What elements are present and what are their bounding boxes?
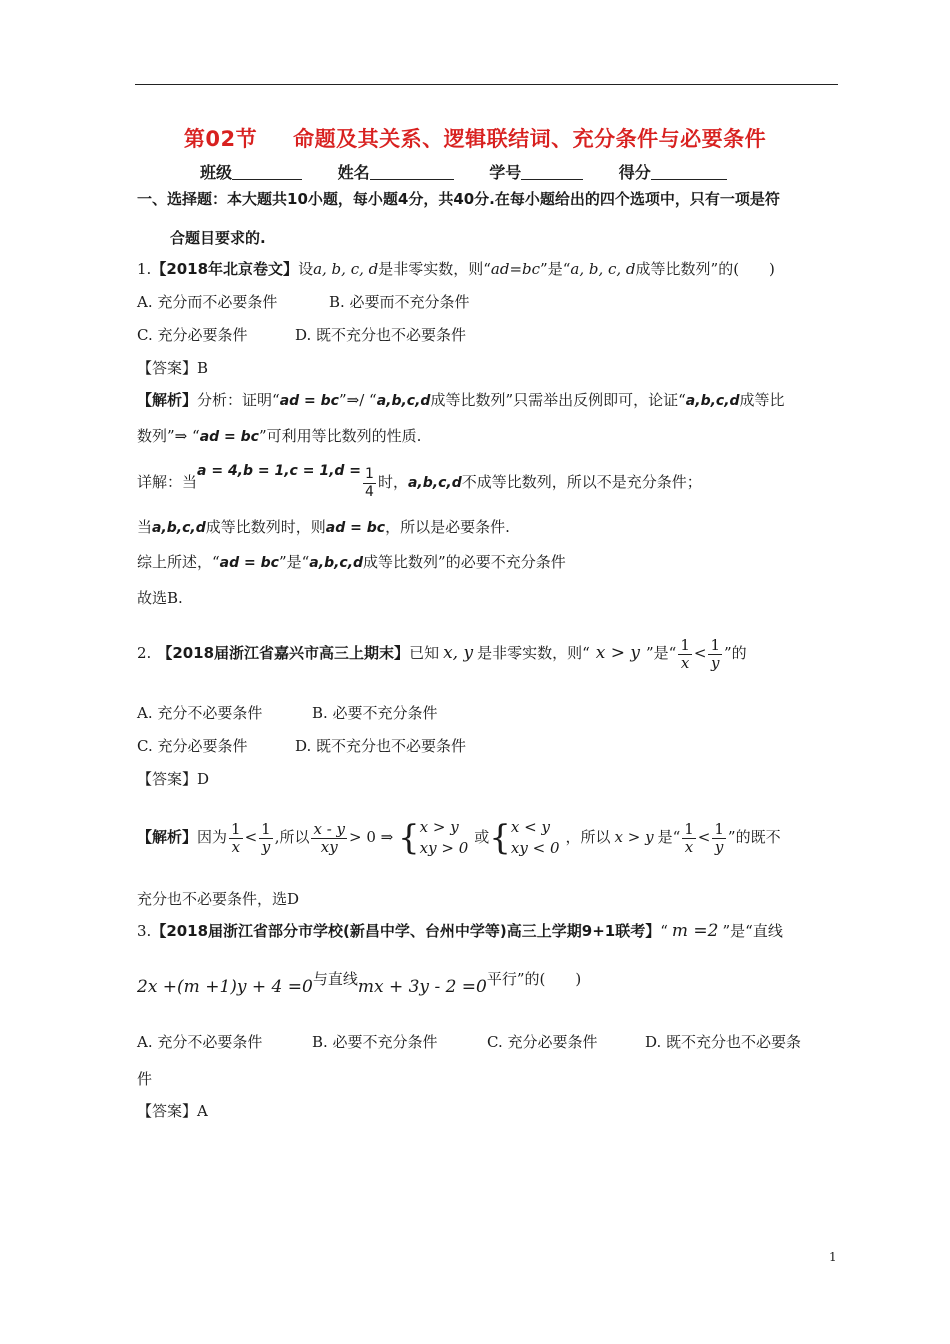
q3-line-equation: 2x +(m +1)y + 4 =0: [137, 977, 313, 997]
q1-fraction-den: 4: [365, 483, 374, 500]
q2-analysis-line2: 充分也不必要条件，选D: [137, 890, 300, 908]
header-rule: [135, 84, 838, 85]
q2-text: ”是“: [646, 644, 677, 662]
q3-source: 【2018届浙江省部分市学校(新昌中学、台州中学等)高三上学期9+1联考】: [151, 922, 661, 940]
q1-analysis-text: ”⇒/ “: [338, 391, 377, 409]
q2-fraction-num: 1: [680, 635, 690, 654]
q2-system1: [420, 817, 469, 859]
q1-fraction-num: 1: [365, 465, 374, 482]
student-info-fields: [200, 160, 727, 183]
q1-answer: 【答案】B: [137, 359, 209, 377]
q1-math: ad = bc: [325, 520, 386, 536]
q1-analysis-text: 数列”⇒ “: [137, 427, 200, 445]
q1-source: 【2018年北京卷文】: [151, 260, 299, 278]
q2-fraction-den: x: [684, 837, 694, 856]
q1-math: ad = bc: [199, 429, 259, 445]
q2-lt: <: [697, 828, 711, 846]
q2-lt: <: [693, 644, 707, 662]
q1-detail-text: 当: [137, 518, 153, 536]
class-label: 班级: [200, 163, 233, 182]
q1-fraction: [363, 466, 376, 501]
id-label: 学号: [489, 163, 522, 182]
q1-summary: [137, 552, 566, 573]
q2-answer: 【答案】D: [137, 770, 210, 788]
q1-math: a,b,c,d: [407, 475, 462, 491]
q1-analysis-line2: [137, 426, 421, 447]
q2-system-line: xy > 0: [419, 839, 469, 857]
q3-options-row1: [137, 1032, 801, 1052]
q2-fraction: [682, 821, 696, 856]
q2-analysis-text: ，所以: [565, 828, 611, 846]
q2-fraction-num: 1: [684, 819, 694, 838]
q1-summary-text: ”是“: [278, 553, 310, 571]
q1-options-row2: [137, 325, 466, 345]
q2-analysis-label: 【解析】: [137, 828, 198, 846]
q1-detail-line1: [137, 462, 702, 503]
q1-detail-text: 成等比数列时，则: [205, 518, 326, 536]
q2-fraction-den: x: [680, 653, 690, 672]
q2-number: 2.: [137, 644, 152, 662]
q1-number: 1.: [137, 260, 152, 278]
q1-summary-text: 成等比数列”的必要不充分条件: [363, 553, 566, 571]
q3-stem: [137, 921, 783, 941]
q1-analysis-text: 成等比: [739, 391, 785, 409]
q3-answer: 【答案】A: [137, 1102, 208, 1120]
q3-stem-line2: [137, 970, 582, 997]
q2-analysis-text: > 0 ⇒: [349, 828, 399, 846]
score-blank[interactable]: [651, 163, 727, 180]
q2-source: 【2018届浙江省嘉兴市高三上期末】: [157, 644, 410, 662]
left-brace-icon: {: [489, 818, 511, 858]
q2-option-a[interactable]: A. 充分不必要条件: [137, 704, 263, 722]
title-text: 命题及其关系、逻辑联结词、充分条件与必要条件: [293, 127, 767, 151]
q1-text: ”是“: [540, 260, 571, 278]
q2-fraction: [708, 637, 722, 672]
q2-option-d[interactable]: D. 既不充分也不必要条件: [295, 737, 467, 755]
q2-text: 已知: [409, 644, 440, 662]
q2-stem: [137, 633, 747, 673]
q2-system-line: x < y: [510, 818, 550, 836]
q3-option-a[interactable]: A. 充分不必要条件: [137, 1033, 263, 1051]
q1-analysis-text: 分析：证明“: [197, 391, 280, 409]
q1-detail-text: 不成等比数列，所以不是充分条件；: [461, 473, 702, 491]
q1-final: 故选B.: [137, 589, 183, 607]
q2-fraction-den: x: [231, 837, 241, 856]
q1-analysis-text: 成等比数列”只需举出反例即可，论证“: [430, 391, 686, 409]
section-instructions-line1: 一、选择题：本大题共10小题，每小题4分，共40分.在每小题给出的四个选项中，只有一项是符: [137, 190, 780, 208]
q2-condition: x > y: [595, 643, 640, 663]
q2-fraction-den: y: [711, 653, 720, 672]
q3-line-equation: mx + 3y - 2 =0: [357, 977, 487, 997]
page-title: [0, 123, 950, 153]
name-label: 姓名: [337, 163, 370, 182]
q3-text: 与直线: [312, 970, 358, 988]
q1-detail-line2: [137, 517, 510, 538]
q3-number: 3.: [137, 922, 152, 940]
section-instructions-line2: 合题目要求的.: [170, 229, 266, 247]
q2-fraction: [229, 821, 243, 856]
q1-math: a,b,c,d: [309, 555, 364, 571]
q1-options-row1: [137, 292, 470, 312]
class-blank[interactable]: [232, 163, 302, 180]
q3-option-d[interactable]: D. 既不充分也不必要条: [645, 1033, 802, 1051]
title-section-number: 第02节: [183, 127, 258, 151]
q1-analysis-label: 【解析】: [137, 391, 198, 409]
q3-option-b[interactable]: B. 必要不充分条件: [312, 1033, 438, 1051]
q2-fraction-num: 1: [261, 819, 271, 838]
q2-fraction-num: 1: [231, 819, 241, 838]
q2-fraction-den: y: [261, 837, 271, 856]
page-number: 1: [829, 1250, 837, 1264]
q2-fraction-den: xy: [320, 837, 338, 856]
q2-text: 是非零实数，则“: [477, 644, 590, 662]
q1-detail-text: 详解：当: [137, 473, 198, 491]
q3-option-c[interactable]: C. 充分必要条件: [487, 1033, 598, 1051]
q3-option-d-wrap: 件: [137, 1070, 153, 1088]
q1-math: ad = bc: [219, 555, 279, 571]
q2-vars: x, y: [443, 643, 474, 663]
q3-condition: m =2: [671, 921, 719, 941]
q2-system2: [511, 817, 560, 859]
left-brace-icon: {: [398, 818, 420, 858]
q2-math: x > y: [614, 828, 654, 846]
q1-option-d[interactable]: D. 既不充分也不必要条件: [295, 326, 467, 344]
q2-fraction: [259, 821, 273, 856]
q1-vars: a, b, c, d: [570, 260, 636, 278]
q1-option-a[interactable]: A. 充分而不必要条件: [137, 293, 278, 311]
score-label: 得分: [618, 163, 651, 182]
q1-condition: ad=bc: [490, 260, 541, 278]
q2-fraction-num: 1: [710, 635, 721, 654]
name-blank[interactable]: [370, 163, 454, 180]
q1-math: a,b,c,d: [376, 393, 431, 409]
q2-fraction-num: 1: [714, 819, 724, 838]
q1-vars: a, b, c, d: [313, 260, 379, 278]
q2-system-line: xy < 0: [510, 839, 560, 857]
q2-fraction: [311, 821, 347, 856]
q1-stem: [137, 259, 775, 279]
q1-analysis-line1: [137, 390, 785, 411]
q1-math: a,b,c,d: [152, 520, 206, 536]
q3-text: ”是“直线: [722, 922, 783, 940]
q2-options-row1: [137, 703, 438, 723]
q1-option-b[interactable]: B. 必要而不充分条件: [329, 293, 470, 311]
q1-detail-text: 时，: [377, 473, 408, 491]
q2-options-row2: [137, 736, 466, 756]
q2-analysis-text: ,所以: [274, 828, 310, 846]
q3-text: 平行”的( ): [486, 970, 582, 988]
q1-option-c[interactable]: C. 充分必要条件: [137, 326, 248, 344]
q2-fraction-num: x - y: [313, 819, 346, 838]
q2-fraction: [678, 637, 692, 672]
q1-math: a = 4,b = 1,c = 1,d =: [197, 463, 362, 479]
q1-summary-text: 综上所述，“: [137, 553, 220, 571]
q2-analysis-text: 是“: [657, 828, 681, 846]
q2-analysis-line1: [137, 815, 781, 859]
q1-text: 是非零实数，则“: [378, 260, 491, 278]
q1-math: ad = bc: [279, 393, 339, 409]
q2-analysis-text: ”的既不: [727, 828, 781, 846]
q2-fraction-den: y: [714, 837, 724, 856]
q1-text: 设: [298, 260, 314, 278]
q2-lt: <: [244, 828, 258, 846]
q3-text: “: [660, 922, 668, 940]
q2-option-b[interactable]: B. 必要不充分条件: [312, 704, 438, 722]
id-blank[interactable]: [521, 163, 583, 180]
q2-analysis-text: 因为: [197, 828, 228, 846]
q2-text: ”的: [724, 644, 747, 662]
q1-detail-text: ，所以是必要条件.: [385, 518, 510, 536]
q2-or: 或: [474, 828, 490, 846]
q2-option-c[interactable]: C. 充分必要条件: [137, 737, 248, 755]
q1-analysis-text: ”可利用等比数列的性质.: [258, 427, 422, 445]
q1-math: a,b,c,d: [685, 393, 740, 409]
q2-system-line: x > y: [419, 818, 459, 836]
q1-text: 成等比数列”的( ): [635, 260, 775, 278]
q2-fraction: [712, 821, 726, 856]
